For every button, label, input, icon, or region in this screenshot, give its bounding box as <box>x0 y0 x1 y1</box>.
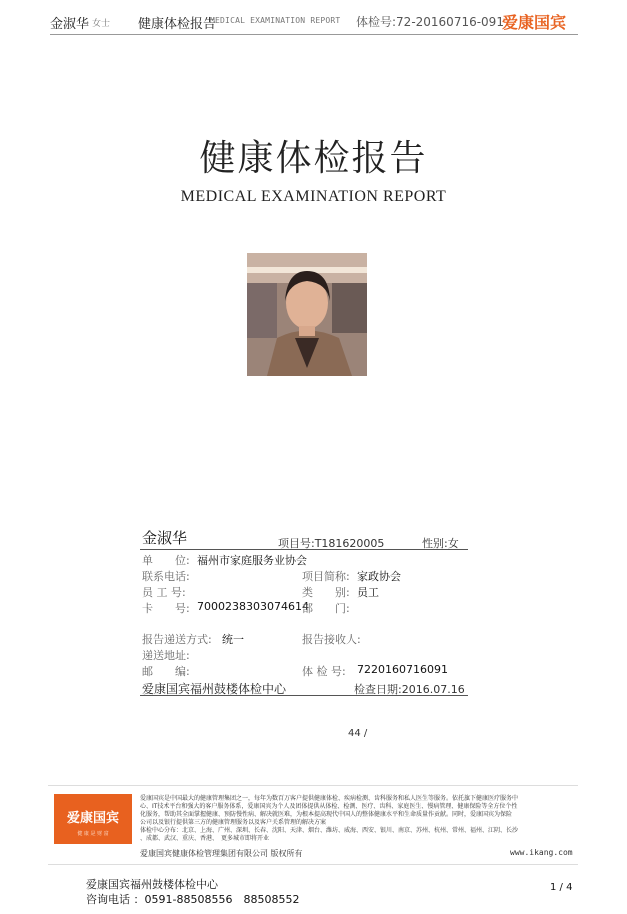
item-number: 项目号:T181620005 <box>278 537 385 550</box>
patient-photo <box>247 253 367 376</box>
footer-company-description <box>140 795 576 843</box>
gender: 性别:女 <box>422 537 459 550</box>
footer-desc-line: 公司以及银行提供第三方的健康管理服务以及客户关系管理的解决方案 <box>140 819 327 826</box>
employee-no-label: 员 工 号: <box>142 586 186 599</box>
page-marker: 44 / <box>348 728 368 739</box>
header-gender: 女士 <box>92 19 111 29</box>
footer-brand-logo <box>54 794 132 844</box>
delivery-value: 统一 <box>222 633 244 646</box>
exam-date: 检查日期:2016.07.16 <box>354 683 465 696</box>
header-patient-name: 金淑华 <box>50 17 90 32</box>
exam-no-label: 体 检 号: <box>302 665 346 678</box>
header-report-number: 体检号:72-20160716-091 <box>356 15 504 29</box>
card-value: 7000238303074614 <box>197 600 309 613</box>
address-label: 递送地址: <box>142 649 190 662</box>
info-bottom-rule <box>140 695 468 696</box>
bottom-phone: 咨询电话 ：0591-88508556 88508552 <box>86 893 300 906</box>
cover-title-en: MEDICAL EXAMINATION REPORT <box>180 188 447 205</box>
patient-name: 金淑华 <box>142 529 188 547</box>
bottom-center-name: 爱康国宾福州鼓楼体检中心 <box>86 878 218 891</box>
card-label: 卡 号: <box>142 602 190 615</box>
exam-center: 爱康国宾福州鼓楼体检中心 <box>142 682 287 696</box>
page-number: 1 / 4 <box>550 882 573 893</box>
footer-copyright: 爱康国宾健康体检管理集团有限公司 版权所有 <box>140 849 303 858</box>
delivery-label: 报告递送方式: <box>142 633 212 646</box>
project-short-label: 项目简称: <box>302 570 350 583</box>
recipient-label: 报告接收人: <box>302 633 361 646</box>
footer-website-link[interactable]: www.ikang.com <box>510 848 573 857</box>
header-brand-logo: 爱康国宾 <box>502 13 567 32</box>
department-label: 部 门: <box>302 602 350 615</box>
cover-title: 健康体检报告 <box>199 138 428 179</box>
footer-cities-line: 体检中心分布：北京、上海、广州、深圳、长春、沈阳、天津、烟台、潍坊、威海、西安、银川、南京、苏州、杭州、常州、福州、江阴、长沙 <box>140 827 519 834</box>
category-label: 类 别: <box>302 586 350 599</box>
footer-desc-line: 化服务，帮助其全面掌握健康、预防慢性病、解决就医难，为根本提高现代中国人的整体健康水平和生命质量作贡献。同时，爱康国宾为保险 <box>140 811 513 818</box>
phone-label: 联系电话: <box>142 570 190 583</box>
footer-desc-line: 心、IT技术平台和强大的客户服务体系，爱康国宾为个人及团体提供从体检、检测、医疗、齿科、家庭医生、慢病管理、健康保险等全方位个性 <box>140 803 518 810</box>
project-short-value: 家政协会 <box>357 570 401 583</box>
footer-cities-line: 、成都、武汉、重庆、香港、 更多城市即将开业 <box>140 835 270 842</box>
footer-logo-text: 爱康国宾 <box>66 811 119 826</box>
page-header <box>50 10 578 35</box>
header-report-title: 健康体检报告 <box>138 17 217 32</box>
postcode-label: 邮 编: <box>142 665 190 678</box>
unit-label: 单 位: <box>142 554 190 567</box>
category-value: 员工 <box>357 586 379 599</box>
exam-no-value: 7220160716091 <box>357 663 448 676</box>
footer-logo-subtitle: 健 康 是 财 富 <box>77 831 109 837</box>
info-top-rule <box>140 549 468 550</box>
header-report-title-en: MEDICAL EXAMINATION REPORT <box>210 16 341 25</box>
unit-value: 福州市家庭服务业协会 <box>197 554 307 567</box>
footer-desc-line: 爱康国宾是中国最大的健康管理集团之一，每年为数百万客户提供健康体检、疾病检测、齿科服务和私人医生等服务。依托旗下健康医疗服务中 <box>140 795 519 802</box>
